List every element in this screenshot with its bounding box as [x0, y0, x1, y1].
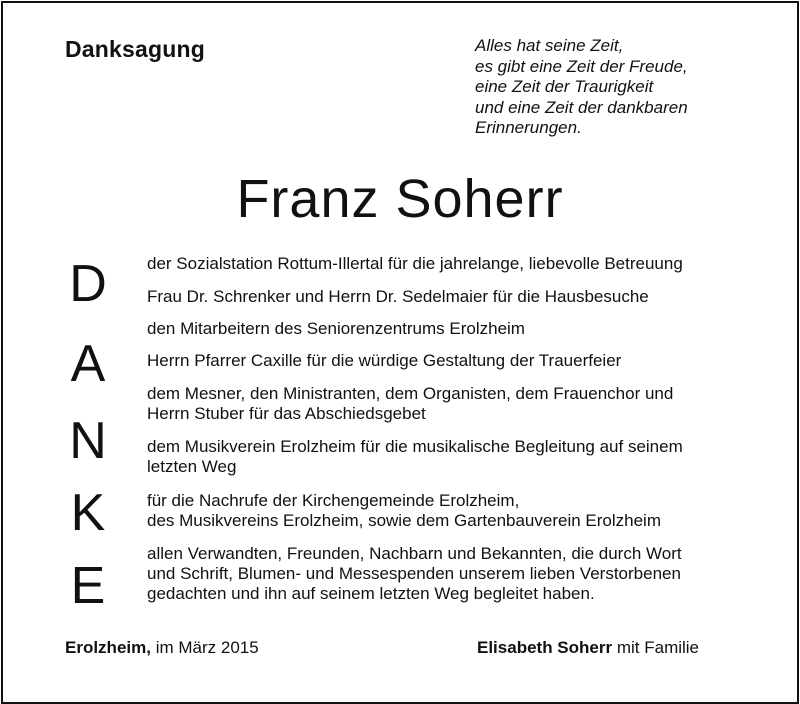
- danke-letter-e: E: [70, 557, 106, 615]
- entry-line: der Sozialstation Rottum-Illertal für die jahrelange, liebevolle Betreuung: [147, 254, 683, 273]
- entry-line: allen Verwandten, Freunden, Nachbarn und Bekannten, die durch Wort: [147, 544, 682, 563]
- motto-quote: [475, 36, 775, 139]
- footer-date: im März 2015: [155, 638, 259, 657]
- thanks-entry: [147, 254, 767, 274]
- footer-place: Erolzheim,: [65, 638, 151, 657]
- entry-line: dem Musikverein Erolzheim für die musikalische Begleitung auf seinem: [147, 437, 683, 456]
- entry-line: des Musikvereins Erolzheim, sowie dem Gartenbauverein Erolzheim: [147, 511, 661, 530]
- entry-line: gedachten und ihn auf seinem letzten Weg begleitet haben.: [147, 584, 595, 603]
- thanks-entry: [147, 319, 767, 339]
- motto-line: eine Zeit der Traurigkeit: [475, 77, 654, 96]
- entry-line: Herrn Stuber für das Abschiedsgebet: [147, 404, 426, 423]
- footer-place-date: [65, 638, 259, 658]
- danke-letter-k: K: [70, 484, 106, 542]
- motto-line: Erinnerungen.: [475, 118, 582, 137]
- deceased-name: Franz Soherr: [236, 169, 564, 229]
- entry-line: Herrn Pfarrer Caxille für die würdige Gestaltung der Trauerfeier: [147, 351, 622, 370]
- thanks-entry: [147, 437, 767, 477]
- footer-signer-suffix: mit Familie: [616, 638, 700, 657]
- thanks-entry: [147, 384, 767, 424]
- entry-line: dem Mesner, den Ministranten, dem Organisten, dem Frauenchor und: [147, 384, 674, 403]
- entry-line: und Schrift, Blumen- und Messespenden unserem lieben Verstorbenen: [147, 564, 681, 583]
- entry-line: Frau Dr. Schrenker und Herrn Dr. Sedelmaier für die Hausbesuche: [147, 287, 649, 306]
- motto-line: und eine Zeit der dankbaren: [475, 97, 688, 117]
- thanks-entry: [147, 351, 767, 371]
- thanks-entry: [147, 544, 767, 604]
- motto-line: es gibt eine Zeit der Freude,: [475, 56, 688, 76]
- footer-signature: [477, 638, 699, 658]
- danke-letter-d: D: [69, 255, 107, 313]
- entry-line: letzten Weg: [147, 457, 237, 476]
- entry-line: den Mitarbeitern des Seniorenzentrums Erolzheim: [147, 319, 525, 338]
- notice-heading: Danksagung: [65, 36, 206, 62]
- entry-line: für die Nachrufe der Kirchengemeinde Erolzheim,: [147, 491, 520, 510]
- thanks-entry: [147, 491, 767, 531]
- footer-signer: Elisabeth Soherr: [477, 638, 613, 657]
- danke-letter-n: N: [69, 412, 107, 470]
- danke-letter-a: A: [70, 335, 106, 393]
- thanks-entry: [147, 287, 767, 307]
- motto-line: Alles hat seine Zeit,: [475, 36, 624, 55]
